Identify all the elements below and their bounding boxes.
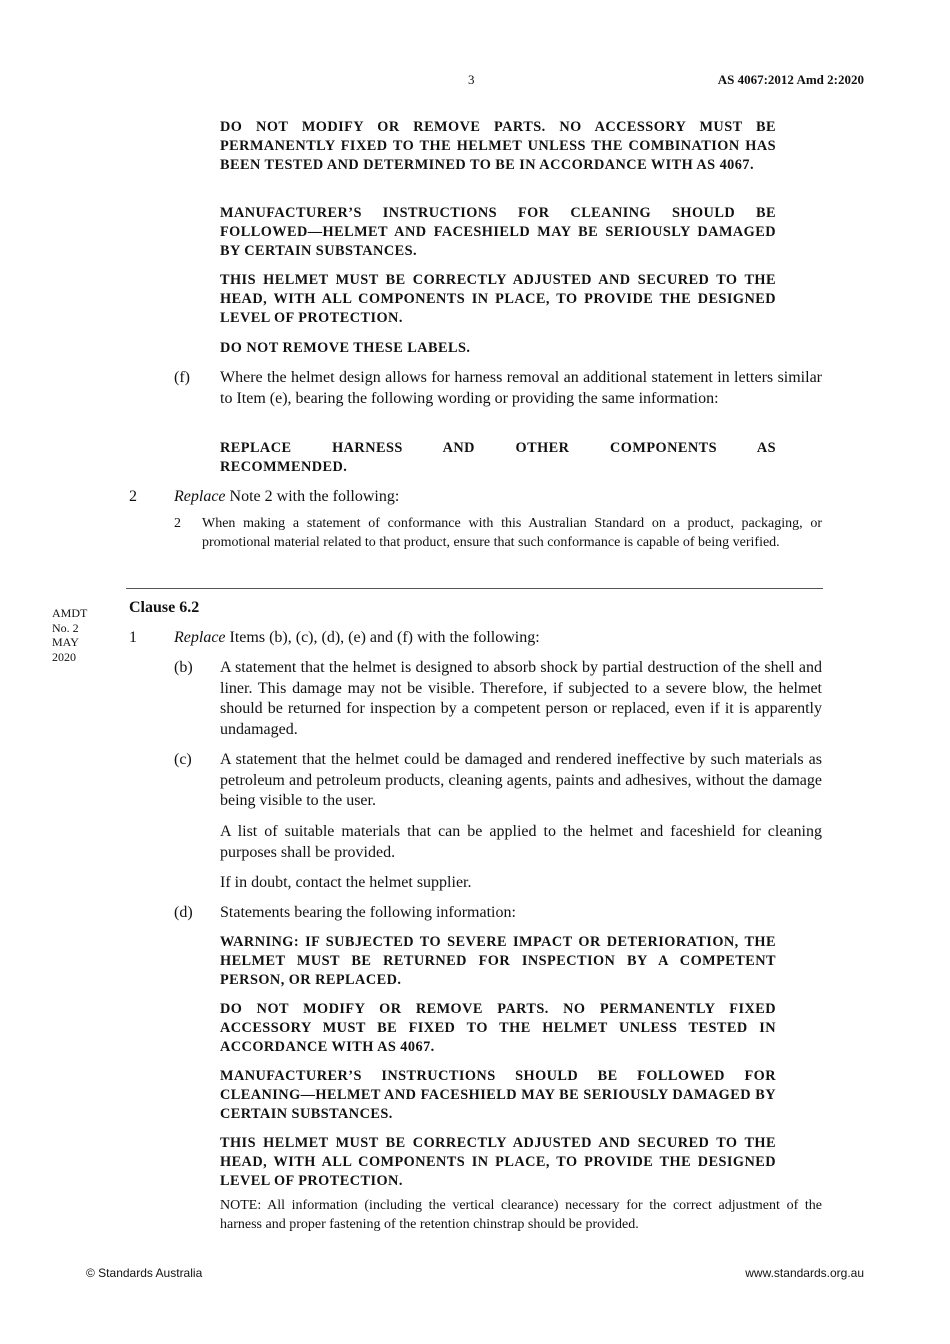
note-2-number: 2 [174, 516, 181, 531]
caps-statement-replace-harness-line1: REPLACE HARNESS AND OTHER COMPONENTS AS [220, 440, 776, 456]
step-2-rest: Note 2 with the following: [225, 488, 400, 505]
footer-website[interactable]: www.standards.org.au [745, 1266, 864, 1280]
item-d-label: (d) [174, 904, 193, 921]
item-b-text: A statement that the helmet is designed to absorb shock by partial destruction of the shell and liner. This damage may not be visible. Therefore, if subjected to a severe blow, the helmet should be returned for inspection by a competent person or replaced, even if it is apparently undamaged. [220, 659, 822, 738]
caps-statement-warning: WARNING: IF SUBJECTED TO SEVERE IMPACT OR DETERIORATION, THE HELMET MUST BE RETURNED FOR INSPECTION BY A COMPETENT PERSON, OR REPLACED. [220, 934, 776, 988]
item-b-label: (b) [174, 659, 193, 676]
caps-statement-adjustment-2: THIS HELMET MUST BE CORRECTLY ADJUSTED AND SECURED TO THE HEAD, WITH ALL COMPONENTS IN PLACE, TO PROVIDE THE DESIGNED LEVEL OF PROTECTION. [220, 1135, 776, 1189]
item-f-label: (f) [174, 369, 190, 386]
item-c-text: A statement that the helmet could be damaged and rendered ineffective by such materials as petroleum and petroleum products, cleaning agents, paints and adhesives, without the damage being visible to the user. [220, 751, 822, 810]
amdt-line-2: No. 2 [52, 620, 79, 635]
caps-statement-labels: DO NOT REMOVE THESE LABELS. [220, 340, 471, 356]
note-2-text: When making a statement of conformance with this Australian Standard on a product, packaging, or promotional material related to that product, ensure that such conformance is capable of being verified. [202, 516, 822, 550]
item-c-label: (c) [174, 751, 192, 768]
item-d-note: NOTE: All information (including the vertical clearance) necessary for the correct adjustment of the harness and proper fastening of the retention chinstrap should be provided. [220, 1198, 822, 1232]
step-1-number: 1 [129, 629, 137, 646]
step-1-rest: Items (b), (c), (d), (e) and (f) with the following: [225, 629, 540, 646]
amdt-line-3: MAY [52, 635, 79, 649]
amdt-line-1: AMDT [52, 606, 88, 620]
page-number: 3 [468, 72, 475, 87]
step-1-verb: Replace [174, 629, 226, 646]
item-c-para-3: If in doubt, contact the helmet supplier. [220, 874, 472, 891]
caps-statement-adjustment: THIS HELMET MUST BE CORRECTLY ADJUSTED AND SECURED TO THE HEAD, WITH ALL COMPONENTS IN PLACE, TO PROVIDE THE DESIGNED LEVEL OF PROTECTION. [220, 272, 776, 326]
amdt-line-4: 2020 [52, 649, 76, 664]
item-d-text: Statements bearing the following information: [220, 904, 516, 921]
step-2-number: 2 [129, 488, 137, 505]
step-2-instruction [174, 487, 399, 508]
caps-statement-modify-parts: DO NOT MODIFY OR REMOVE PARTS. NO ACCESSORY MUST BE PERMANENTLY FIXED TO THE HELMET UNLESS THE COMBINATION HAS BEEN TESTED AND DETERMINED TO BE IN ACCORDANCE WITH AS 4067. [220, 119, 776, 173]
footer-copyright: © Standards Australia [86, 1266, 203, 1280]
clause-heading: Clause 6.2 [129, 599, 200, 616]
amendment-margin-note [52, 606, 102, 664]
caps-statement-cleaning-2: MANUFACTURER’S INSTRUCTIONS SHOULD BE FOLLOWED FOR CLEANING—HELMET AND FACESHIELD MAY BE SERIOUSLY DAMAGED BY CERTAIN SUBSTANCES. [220, 1068, 776, 1122]
caps-statement-replace-harness-line2: RECOMMENDED. [220, 459, 348, 475]
item-c-para-2: A list of suitable materials that can be applied to the helmet and faceshield for cleaning purposes shall be provided. [220, 823, 822, 861]
item-f-text: Where the helmet design allows for harness removal an additional statement in letters similar to Item (e), bearing the following wording or providing the same information: [220, 369, 822, 407]
section-divider [126, 588, 823, 589]
step-1-instruction [174, 628, 540, 649]
caps-statement-cleaning: MANUFACTURER’S INSTRUCTIONS FOR CLEANING SHOULD BE FOLLOWED—HELMET AND FACESHIELD MAY BE SERIOUSLY DAMAGED BY CERTAIN SUBSTANCES. [220, 205, 776, 259]
document-id: AS 4067:2012 Amd 2:2020 [717, 72, 864, 87]
step-2-verb: Replace [174, 488, 226, 505]
caps-statement-modify-parts-2: DO NOT MODIFY OR REMOVE PARTS. NO PERMANENTLY FIXED ACCESSORY MUST BE FIXED TO THE HELMET UNLESS TESTED IN ACCORDANCE WITH AS 4067. [220, 1001, 776, 1055]
